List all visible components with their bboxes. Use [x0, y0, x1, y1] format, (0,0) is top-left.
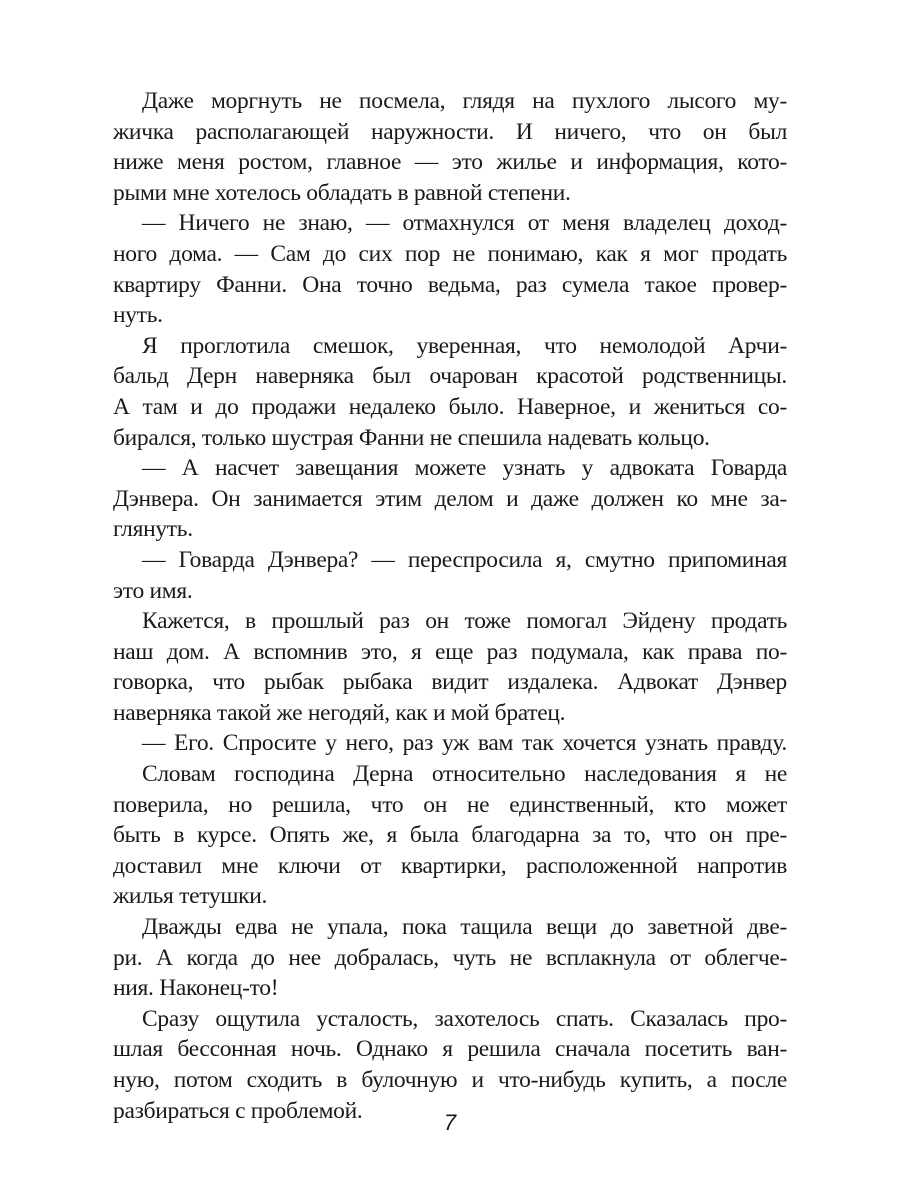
text-line: рыми мне хотелось обладать в равной степени.: [113, 179, 571, 206]
text-line: жилья тетушки.: [113, 883, 268, 910]
text-line: Дэнвера. Он занимается этим делом и даже должен ко мне за-: [113, 485, 787, 512]
text-line: нуть.: [113, 302, 163, 329]
text-line: Даже моргнуть не посмела, глядя на пухлого лысого му-: [142, 88, 787, 114]
text-line: говорка, что рыбак рыбака видит издалека. Адвокат Дэнвер: [113, 669, 787, 696]
text-line: ниже меня ростом, главное — это жилье и информация, кото-: [113, 149, 787, 176]
text-line: поверила, но решила, что он не единственный, кто может: [113, 791, 787, 818]
text-line: квартиру Фанни. Она точно ведьма, раз сумела такое провер-: [113, 271, 787, 298]
text-line: бирался, только шустрая Фанни не спешила надевать кольцо.: [113, 424, 710, 451]
text-line: — Говарда Дэнвера? — переспросила я, смутно припоминая: [142, 546, 787, 573]
text-line: — А насчет завещания можете узнать у адвоката Говарда: [142, 455, 787, 482]
text-line: ри. А когда до нее добралась, чуть не всплакнула от облегче-: [113, 944, 787, 971]
text-line: шлая бессонная ночь. Однако я решила сначала посетить ван-: [113, 1036, 787, 1063]
text-line: наш дом. А вспомнив это, я еще раз подумала, как права по-: [113, 638, 787, 665]
text-line: Кажется, в прошлый раз он тоже помогал Эйдену продать: [142, 608, 787, 635]
text-line: ного дома. — Сам до сих пор не понимаю, как я мог продать: [113, 240, 787, 267]
text-line: Сразу ощутила усталость, захотелось спать. Сказалась про-: [142, 1005, 787, 1032]
text-line: Дважды едва не упала, пока тащила вещи до заветной две-: [142, 914, 787, 941]
text-line: ную, потом сходить в булочную и что-нибудь купить, а после: [113, 1067, 787, 1093]
text-line: быть в курсе. Опять же, я была благодарна за то, что он пре-: [113, 822, 787, 849]
text-line: бальд Дерн наверняка был очарован красотой родственницы.: [113, 363, 787, 390]
text-line: это имя.: [113, 577, 193, 604]
text-line: Словам господина Дерна относительно наследования я не: [142, 761, 787, 788]
page-body-text: [113, 86, 787, 1126]
text-line: — Его. Спросите у него, раз уж вам так хочется узнать правду.: [142, 730, 787, 757]
text-line: доставил мне ключи от квартирки, расположенной напротив: [113, 852, 787, 879]
text-line: ния. Наконец-то!: [113, 975, 279, 1002]
text-line: жичка располагающей наружности. И ничего, что он был: [113, 118, 787, 145]
text-line: глянуть.: [113, 516, 193, 543]
text-line: разбираться с проблемой.: [113, 1097, 363, 1124]
text-line: А там и до продажи недалеко было. Наверное, и жениться со-: [113, 393, 787, 420]
text-line: — Ничего не знаю, — отмахнулся от меня владелец доход-: [142, 210, 787, 237]
text-line: Я проглотила смешок, уверенная, что немолодой Арчи-: [142, 332, 787, 359]
text-line: наверняка такой же негодяй, как и мой братец.: [113, 699, 566, 726]
page-number: 7: [443, 1110, 457, 1135]
